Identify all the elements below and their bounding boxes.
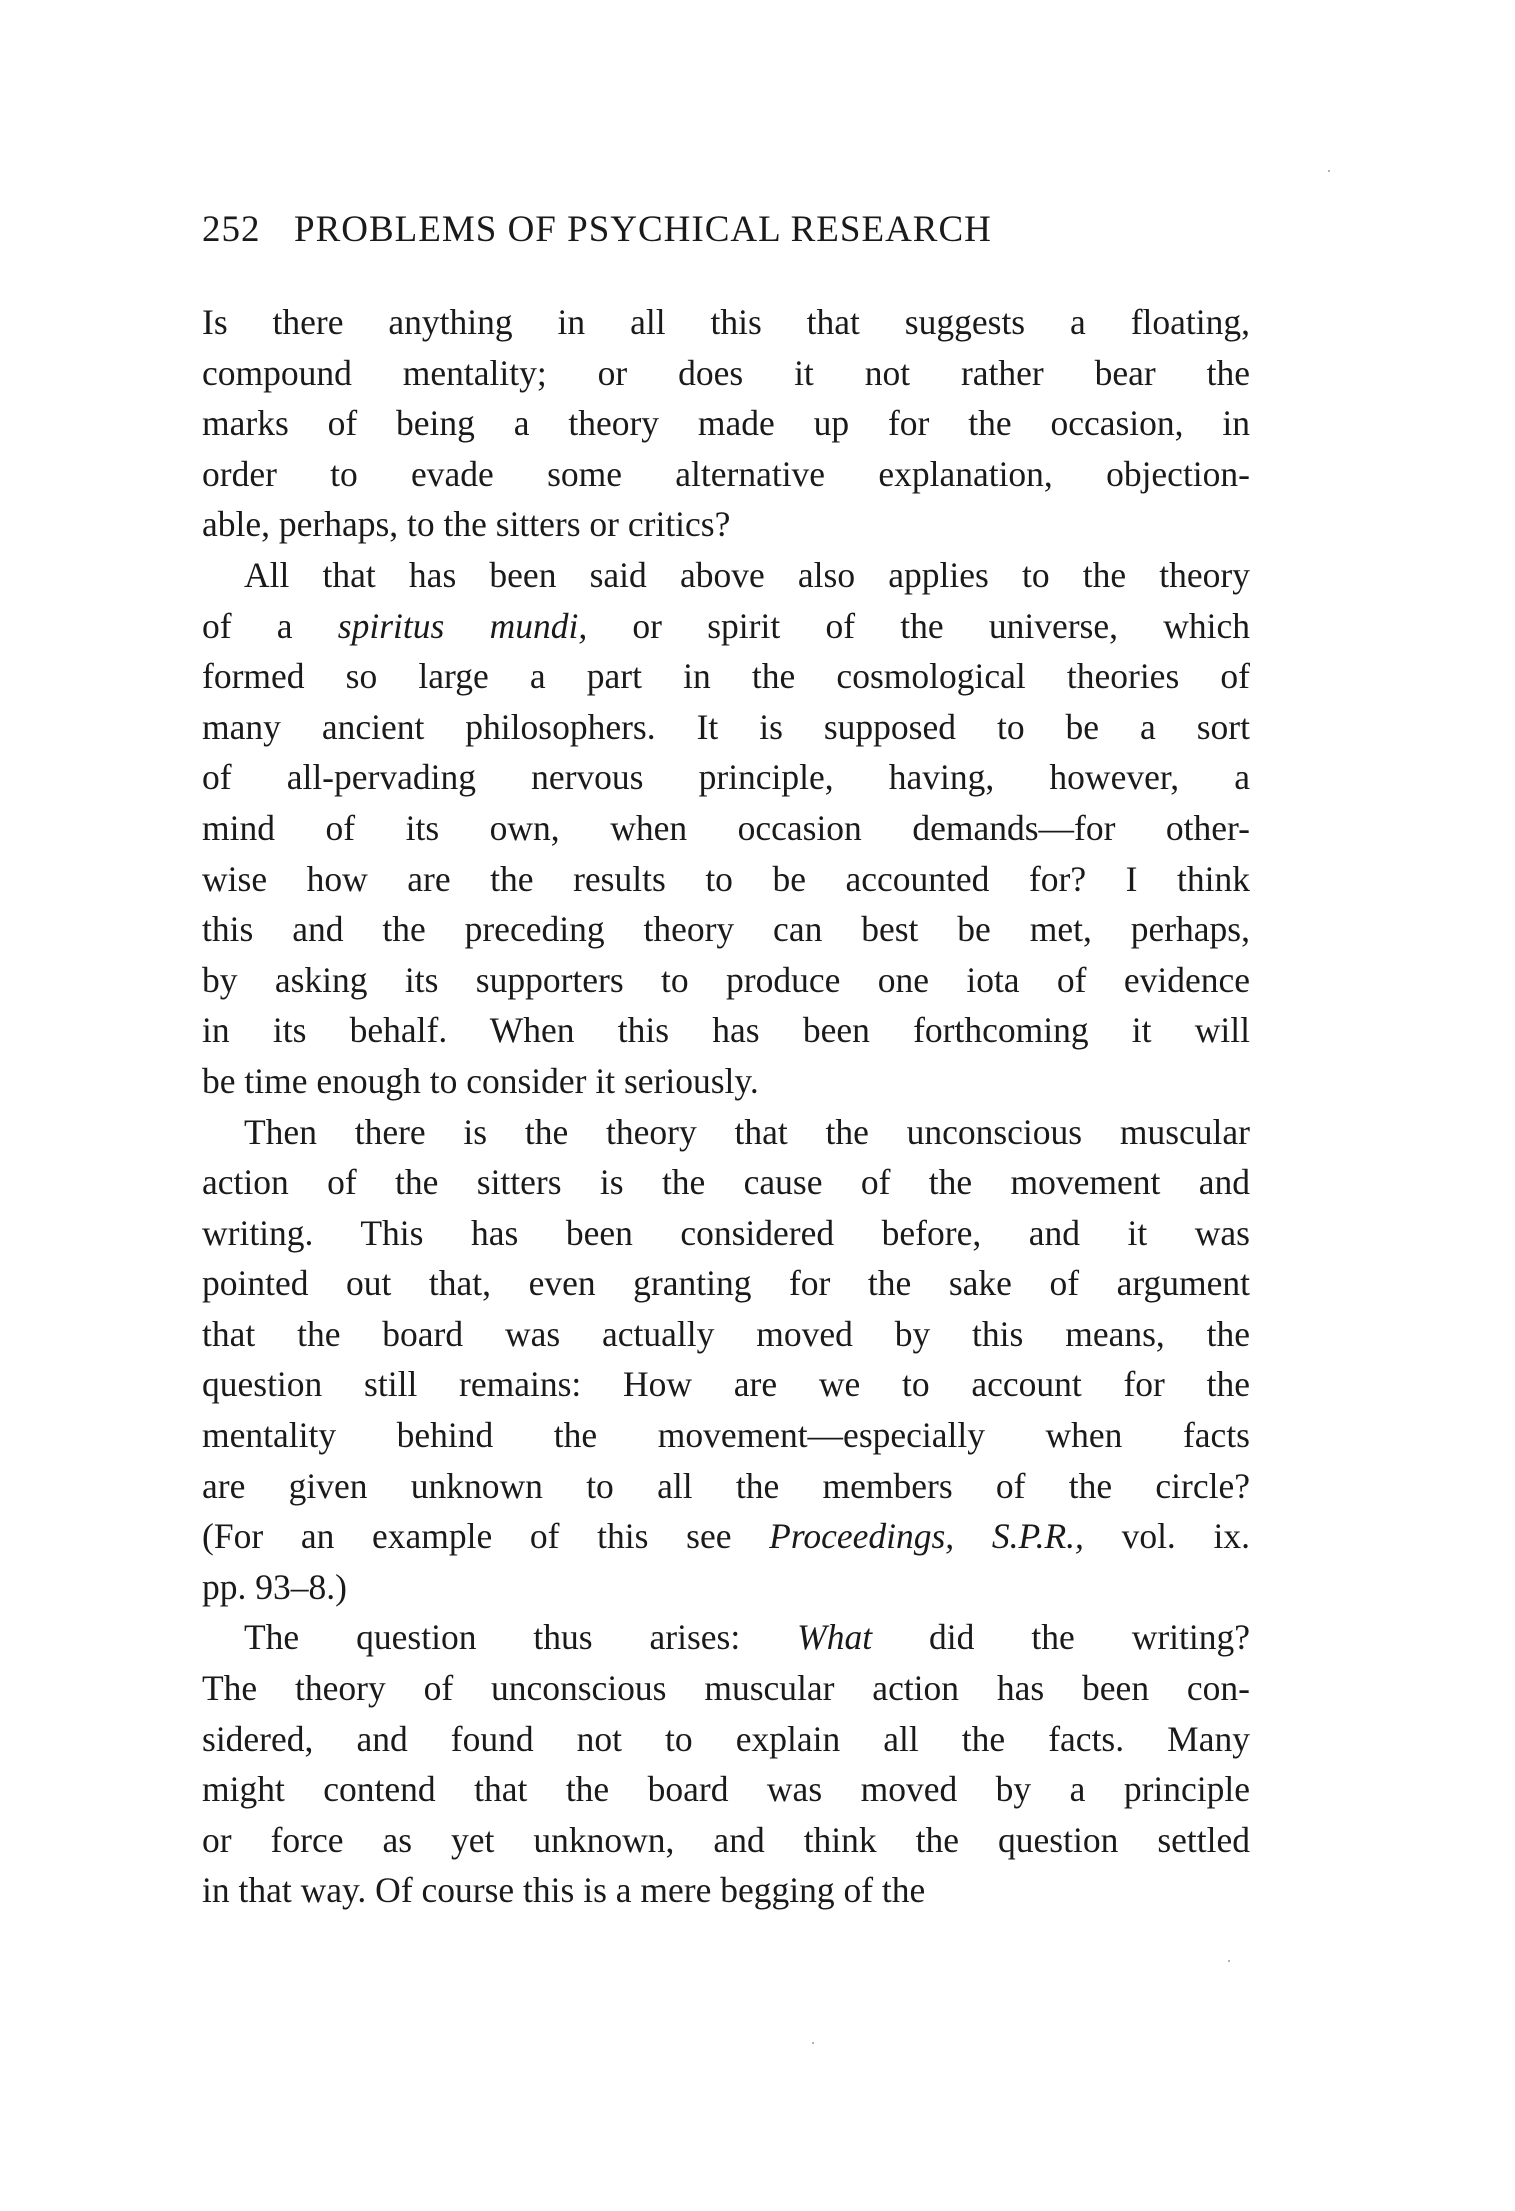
paper-speck: [1328, 170, 1330, 172]
text-line: The theory of unconscious muscular action has been con-: [202, 1668, 1250, 1709]
text-line: order to evade some alternative explanation, objection-: [202, 453, 1250, 494]
paragraph: [202, 1612, 1250, 1916]
paper-speck: [812, 2042, 814, 2044]
text-line: All that has been said above also applies to the theory: [244, 554, 1250, 595]
text-line: Is there anything in all this that suggests a floating,: [202, 302, 1250, 342]
text-line: by asking its supporters to produce one iota of evidence: [202, 959, 1250, 1000]
text-line: marks of being a theory made up for the occasion, in: [202, 403, 1250, 444]
paragraph: [202, 550, 1250, 1107]
text-line: writing. This has been considered before, and it was: [202, 1212, 1250, 1253]
page-number: 252: [202, 209, 261, 250]
text-line: wise how are the results to be accounted for? I think: [202, 858, 1250, 899]
text-line: this and the preceding theory can best be met, perhaps,: [202, 909, 1250, 950]
text-line: question still remains: How are we to account for the: [202, 1364, 1250, 1405]
text-line: many ancient philosophers. It is supposed to be a sort: [202, 706, 1250, 747]
text-line: of all-pervading nervous principle, having, however, a: [202, 757, 1250, 798]
italic-text: What: [797, 1617, 873, 1658]
running-head: [202, 208, 1252, 258]
text-line: sidered, and found not to explain all the facts. Many: [202, 1718, 1250, 1759]
text-line: formed so large a part in the cosmological theories of: [202, 656, 1250, 697]
text-line: are given unknown to all the members of the circle?: [202, 1465, 1250, 1506]
italic-text: spiritus mundi,: [337, 605, 588, 646]
italic-text: Proceedings, S.P.R.,: [769, 1516, 1084, 1557]
text-line: that the board was actually moved by this means, the: [202, 1313, 1250, 1354]
text-line: be time enough to consider it seriously.: [202, 1060, 759, 1101]
body-text: [202, 297, 1250, 1916]
text-line: pointed out that, even granting for the sake of argument: [202, 1263, 1250, 1304]
text-line: in that way. Of course this is a mere begging of the: [202, 1870, 926, 1911]
paragraph: [202, 1107, 1250, 1613]
paper-speck: [1228, 1960, 1230, 1962]
text-line: mentality behind the movement—especially when facts: [202, 1415, 1250, 1456]
text-line: might contend that the board was moved by a principle: [202, 1769, 1250, 1810]
text-line: (For an example of this see Proceedings, S.P.R., vol. ix.: [202, 1516, 1250, 1557]
text-line: or force as yet unknown, and think the question settled: [202, 1819, 1250, 1860]
text-line: mind of its own, when occasion demands—for other-: [202, 807, 1250, 848]
text-line: of a spiritus mundi, or spirit of the universe, which: [202, 605, 1250, 646]
text-line: The question thus arises: What did the writing?: [244, 1617, 1250, 1658]
running-title: PROBLEMS OF PSYCHICAL RESEARCH: [294, 209, 992, 250]
text-line: pp. 93–8.): [202, 1566, 347, 1607]
text-line: Then there is the theory that the unconscious muscular: [244, 1111, 1250, 1152]
text-line: action of the sitters is the cause of the movement and: [202, 1162, 1250, 1203]
text-line: able, perhaps, to the sitters or critics?: [202, 504, 731, 545]
text-line: compound mentality; or does it not rather bear the: [202, 352, 1250, 393]
text-line: in its behalf. When this has been forthcoming it will: [202, 1010, 1250, 1051]
paragraph: [202, 297, 1250, 550]
